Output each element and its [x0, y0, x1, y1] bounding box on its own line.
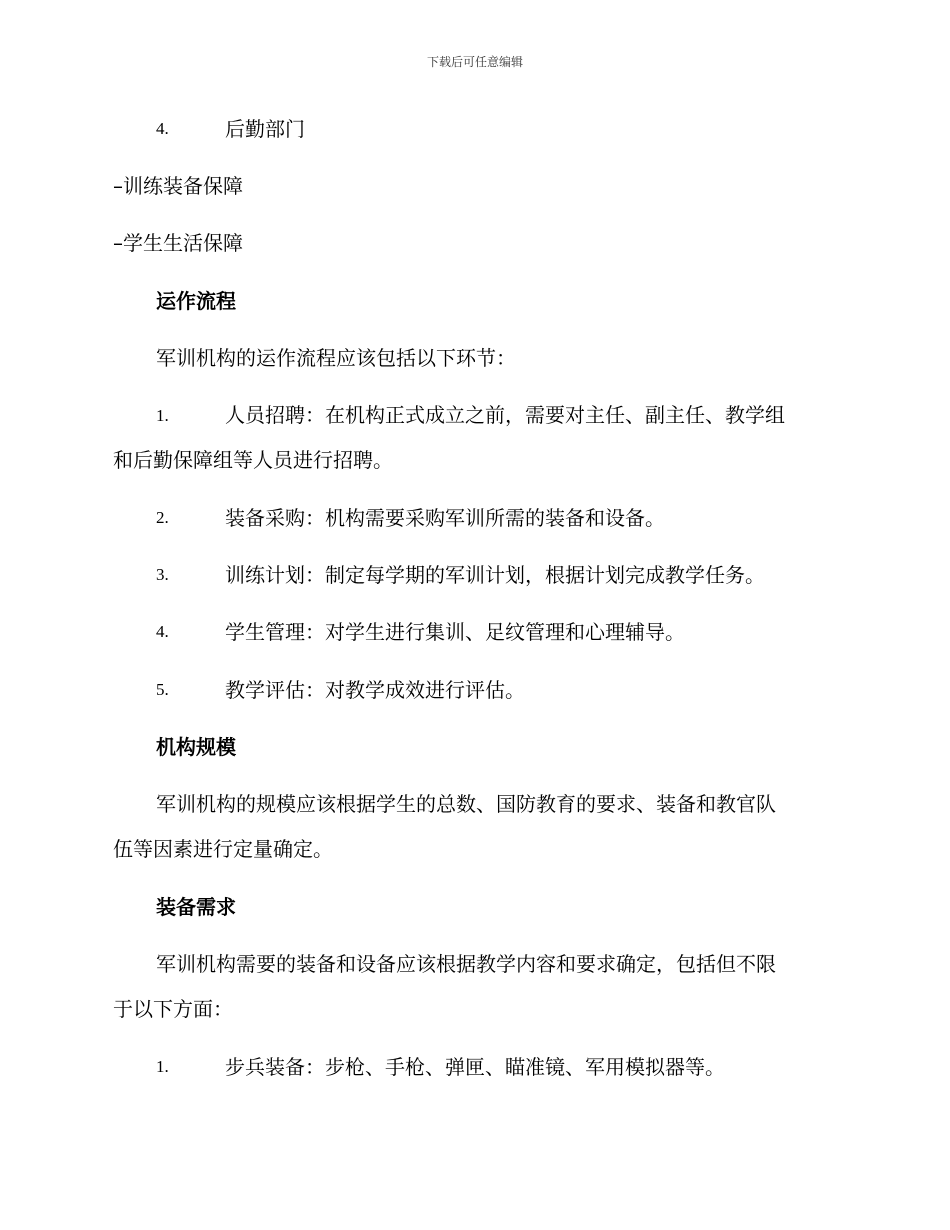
list-item: 3. 训练计划：制定每学期的军训计划，根据计划完成教学任务。	[113, 560, 838, 590]
list-number: 4.	[156, 622, 169, 641]
list-number: 5.	[156, 680, 169, 699]
operation-intro: 军训机构的运作流程应该包括以下环节：	[156, 346, 516, 370]
equipment-paragraph: 军训机构需要的装备和设备应该根据教学内容和要求确定，包括但不限 于以下方面：	[113, 952, 776, 1021]
page-header: 下载后可任意编辑	[426, 55, 523, 69]
list-number: 2.	[156, 508, 169, 527]
list-item-title: 后勤部门	[225, 117, 305, 141]
list-number: 3.	[156, 565, 169, 584]
list-item: 4. 学生管理：对学生进行集训、足纹管理和心理辅导。	[113, 617, 838, 647]
list-item: 1. 步兵装备：步枪、手枪、弹匣、瞄准镜、军用模拟器等。	[113, 1052, 838, 1082]
scale-paragraph: 军训机构的规模应该根据学生的总数、国防教育的要求、装备和教官队 伍等因素进行定量确定。	[113, 792, 776, 861]
list-number: 1.	[156, 406, 169, 425]
logistics-subitem: –训练装备保障	[113, 174, 243, 198]
section-heading-operation: 运作流程	[156, 289, 236, 313]
logistics-subitem: –学生生活保障	[113, 231, 243, 255]
logistics-item	[113, 114, 838, 144]
section-heading-equipment: 装备需求	[156, 895, 236, 919]
list-item: 2. 装备采购：机构需要采购军训所需的装备和设备。	[113, 503, 838, 533]
list-item: 1. 人员招聘：在机构正式成立之前，需要对主任、副主任、教学组 和后勤保障组等人员进行招聘。	[113, 393, 838, 483]
list-number: 1.	[156, 1057, 169, 1076]
list-item: 5. 教学评估：对教学成效进行评估。	[113, 675, 838, 705]
list-number: 4.	[156, 119, 169, 138]
section-heading-scale: 机构规模	[156, 735, 236, 759]
